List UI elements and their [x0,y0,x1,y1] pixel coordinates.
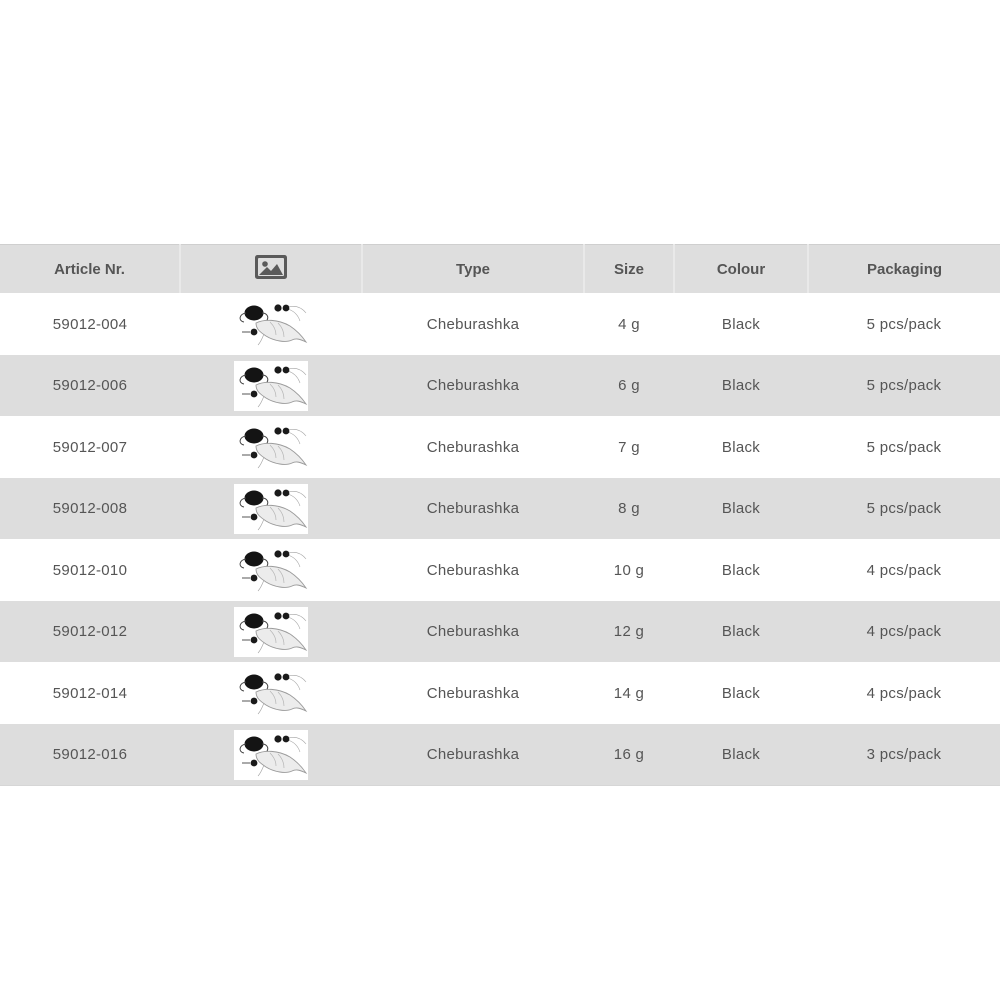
cell-colour: Black [674,478,808,539]
cell-type: Cheburashka [362,539,584,601]
cell-article-nr: 59012-008 [0,478,180,539]
cell-colour: Black [674,293,808,355]
cell-size: 12 g [584,601,674,662]
product-thumbnail[interactable] [234,545,308,595]
product-thumbnail[interactable] [234,361,308,411]
product-thumbnail[interactable] [234,607,308,657]
cell-article-nr: 59012-007 [0,416,180,478]
cell-colour: Black [674,662,808,724]
cell-packaging: 5 pcs/pack [808,293,1000,355]
cell-type: Cheburashka [362,478,584,539]
cell-image [180,539,362,601]
cell-image [180,416,362,478]
header-packaging[interactable]: Packaging [808,245,1000,294]
cell-packaging: 4 pcs/pack [808,539,1000,601]
cell-packaging: 4 pcs/pack [808,662,1000,724]
table-row[interactable] [0,416,1000,478]
cell-article-nr: 59012-006 [0,355,180,416]
product-thumbnail[interactable] [234,422,308,472]
cell-size: 4 g [584,293,674,355]
product-thumbnail[interactable] [234,299,308,349]
header-image[interactable] [180,245,362,294]
table-header-row [0,245,1000,294]
table-row[interactable] [0,478,1000,539]
product-thumbnail[interactable] [234,730,308,780]
cell-packaging: 5 pcs/pack [808,478,1000,539]
cell-size: 14 g [584,662,674,724]
header-article-nr[interactable]: Article Nr. [0,245,180,294]
cell-colour: Black [674,416,808,478]
cell-image [180,724,362,786]
cell-image [180,601,362,662]
cell-size: 8 g [584,478,674,539]
cell-size: 7 g [584,416,674,478]
product-table [0,244,1000,786]
cell-packaging: 5 pcs/pack [808,416,1000,478]
cell-article-nr: 59012-012 [0,601,180,662]
product-thumbnail[interactable] [234,484,308,534]
cell-image [180,293,362,355]
table-row[interactable] [0,355,1000,416]
table-row[interactable] [0,724,1000,786]
table-row[interactable] [0,539,1000,601]
cell-article-nr: 59012-014 [0,662,180,724]
table-row[interactable] [0,662,1000,724]
cell-article-nr: 59012-016 [0,724,180,786]
cell-colour: Black [674,724,808,786]
header-size[interactable]: Size [584,245,674,294]
cell-type: Cheburashka [362,601,584,662]
cell-colour: Black [674,355,808,416]
cell-article-nr: 59012-010 [0,539,180,601]
table-row[interactable] [0,601,1000,662]
header-type[interactable]: Type [362,245,584,294]
cell-type: Cheburashka [362,724,584,786]
cell-packaging: 4 pcs/pack [808,601,1000,662]
cell-size: 10 g [584,539,674,601]
header-colour[interactable]: Colour [674,245,808,294]
product-thumbnail[interactable] [234,668,308,718]
cell-colour: Black [674,601,808,662]
cell-type: Cheburashka [362,293,584,355]
cell-packaging: 3 pcs/pack [808,724,1000,786]
cell-colour: Black [674,539,808,601]
table-row[interactable] [0,293,1000,355]
cell-size: 16 g [584,724,674,786]
cell-image [180,478,362,539]
image-icon [255,255,287,283]
cell-type: Cheburashka [362,355,584,416]
cell-image [180,662,362,724]
cell-size: 6 g [584,355,674,416]
cell-article-nr: 59012-004 [0,293,180,355]
cell-packaging: 5 pcs/pack [808,355,1000,416]
cell-type: Cheburashka [362,416,584,478]
cell-type: Cheburashka [362,662,584,724]
cell-image [180,355,362,416]
